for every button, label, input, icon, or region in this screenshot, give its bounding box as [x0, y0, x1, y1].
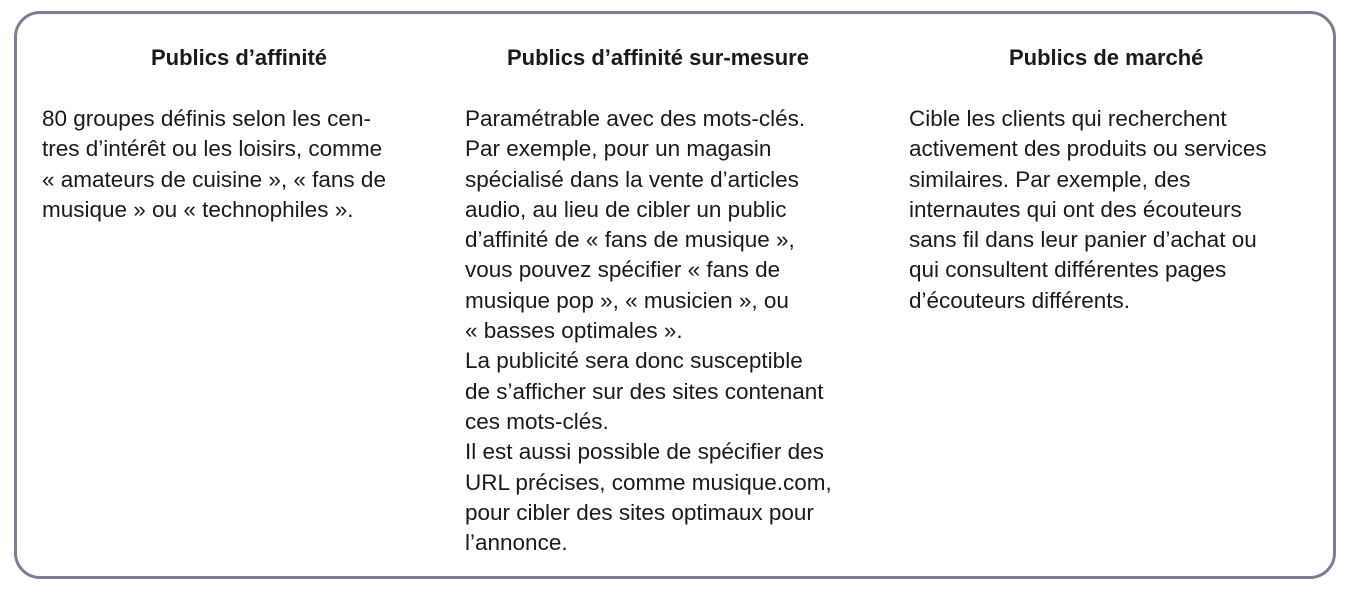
text-line: d’affinité de « fans de musique », [465, 227, 795, 253]
text-line: La publicité sera donc susceptible [465, 348, 803, 374]
text-line: spécialisé dans la vente d’articles [465, 166, 799, 192]
column-title: Publics d’affinité [151, 45, 328, 70]
text-line: d’écouteurs différents. [909, 287, 1130, 313]
audience-types-table [14, 11, 1336, 579]
text-line: sans fil dans leur panier d’achat ou [909, 227, 1257, 253]
text-line: internautes qui ont des écouteurs [909, 196, 1242, 222]
text-line: musique pop », « musicien », ou [465, 287, 789, 313]
text-line: tres d’intérêt ou les loisirs, comme [42, 136, 383, 162]
text-line: Par exemple, pour un magasin [465, 136, 772, 162]
text-line: URL précises, comme musique.com, [465, 469, 832, 495]
text-line: musique » ou « technophiles ». [42, 196, 354, 222]
column-description [909, 104, 1267, 316]
text-line: de s’afficher sur des sites contenant [465, 378, 824, 404]
text-line: « amateurs de cuisine », « fans de [42, 166, 386, 192]
text-line: Paramétrable avec des mots-clés. [465, 106, 806, 131]
text-line: similaires. Par exemple, des [909, 166, 1191, 192]
text-line: vous pouvez spécifier « fans de [465, 257, 781, 283]
text-line: Il est aussi possible de spécifier des [465, 439, 824, 465]
text-line: ces mots-clés. [465, 408, 609, 434]
column-title: Publics d’affinité sur-mesure [507, 45, 809, 70]
text-line: audio, au lieu de cibler un public [465, 196, 787, 222]
text-line: l’annonce. [465, 530, 568, 556]
text-line: activement des produits ou services [909, 136, 1267, 162]
column-description [42, 104, 386, 225]
text-line: qui consultent différentes pages [909, 257, 1227, 283]
text-line: Cible les clients qui recherchent [909, 106, 1227, 131]
column-title: Publics de marché [1009, 45, 1204, 70]
text-line: 80 groupes définis selon les cen- [42, 106, 371, 131]
text-line: « basses optimales ». [465, 318, 683, 344]
text-line: pour cibler des sites optimaux pour [465, 499, 814, 525]
column-description [465, 104, 832, 558]
